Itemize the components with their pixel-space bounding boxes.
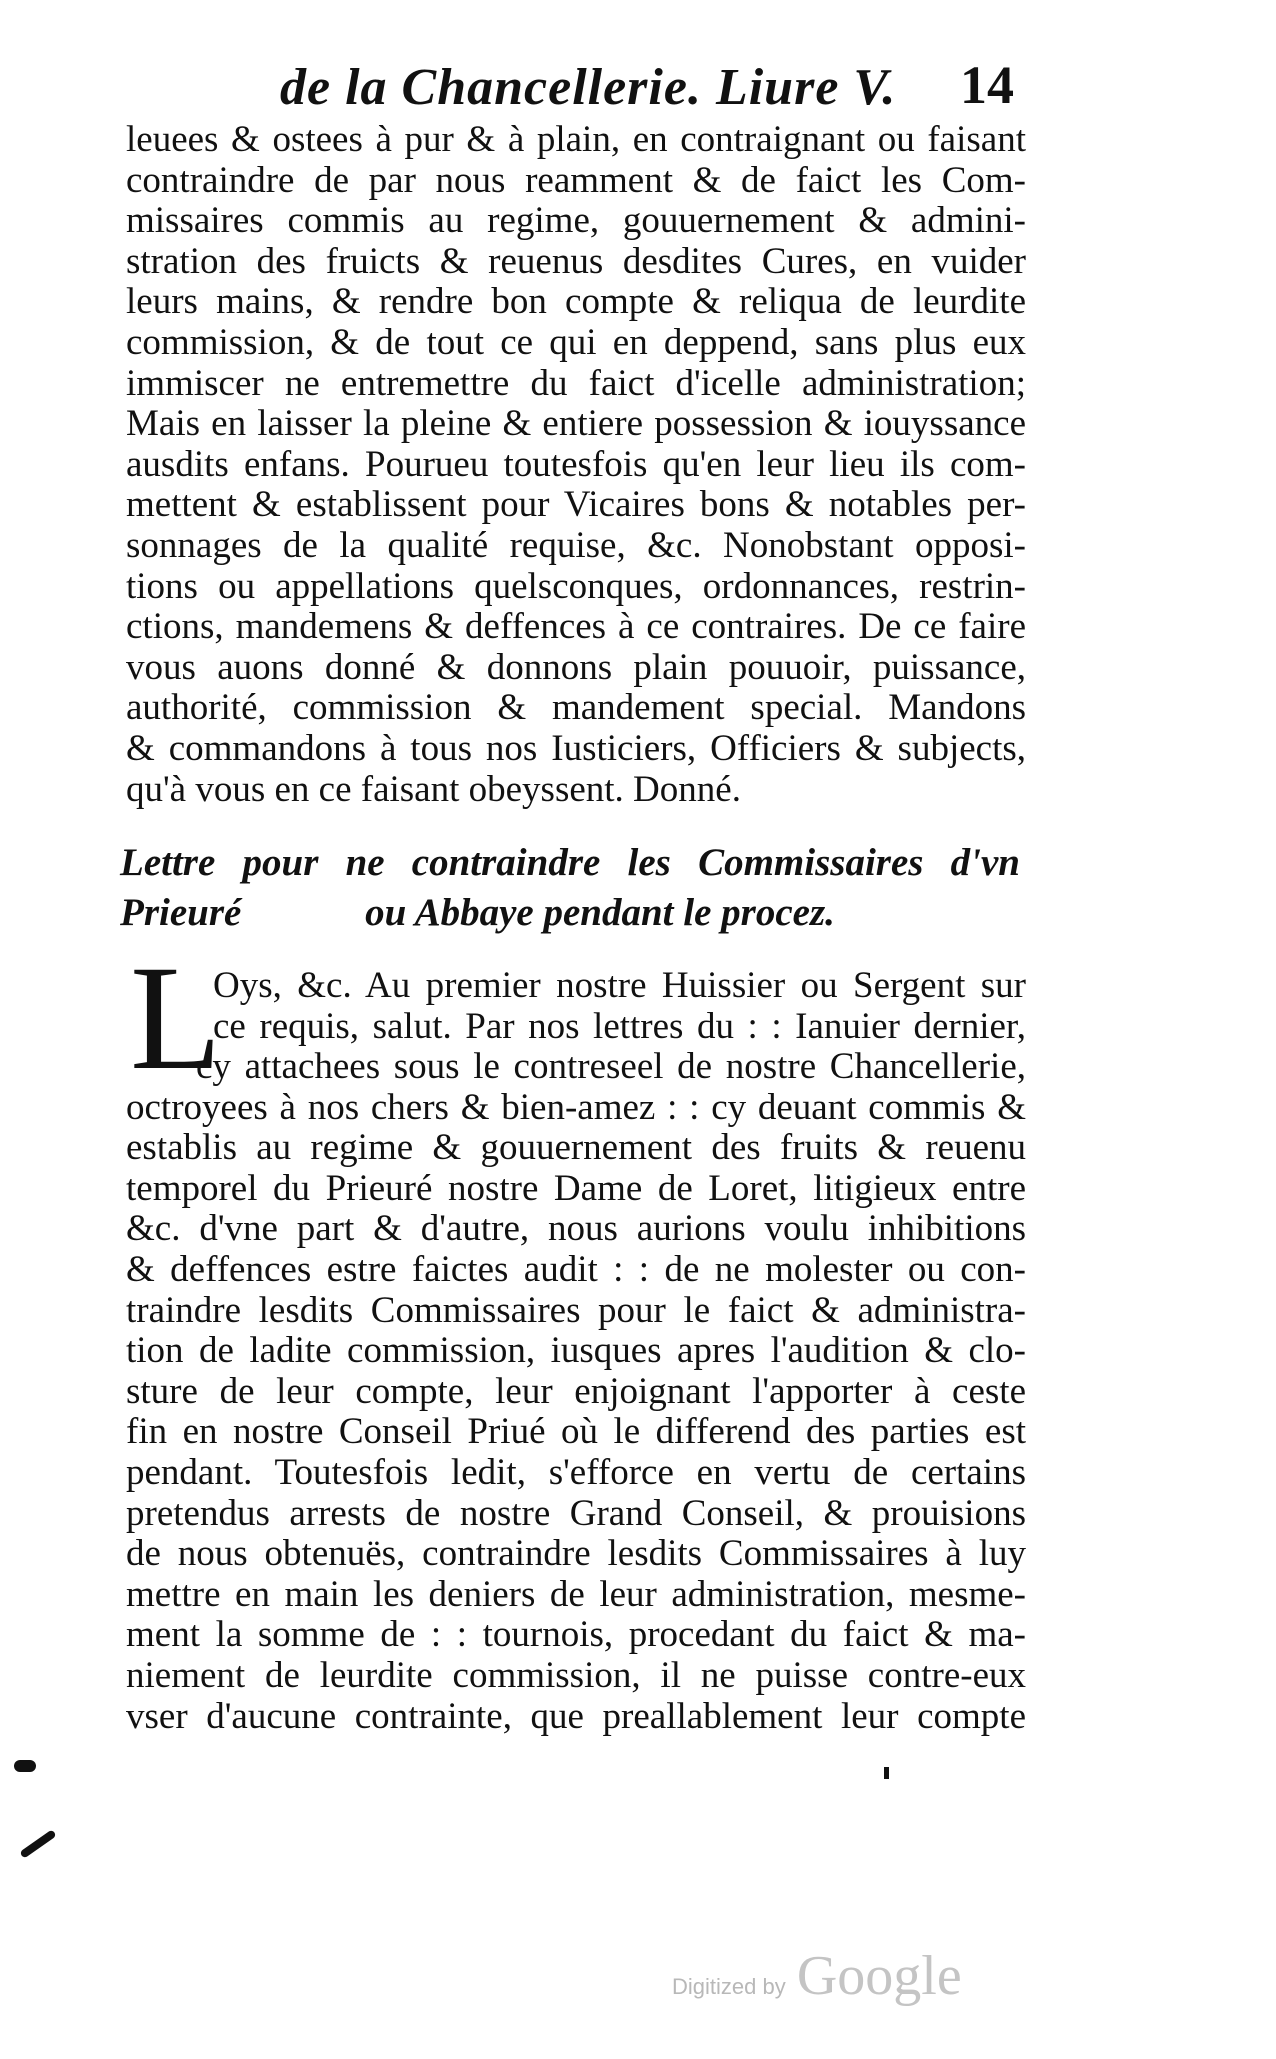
text-line: leurs mains, & rendre bon compte & reliqua de leurdite: [126, 282, 1026, 323]
text-line: authorité, commission & mandement special. Mandons: [126, 688, 1026, 729]
text-line: tions ou appellations quelsconques, ordonnances, restrin-: [126, 566, 1026, 607]
section-heading-line-1: Lettre pour ne contraindre les Commissaires d'vn Prieuré: [120, 841, 1020, 934]
text-line: establis au regime & gouuernement des fruits & reuenu: [126, 1128, 1026, 1169]
text-line: contraindre de par nous reamment & de faict les Com-: [126, 160, 1026, 201]
text-line: leuees & ostees à pur & à plain, en contraignant ou faisant: [126, 120, 1026, 160]
text-line: vous auons donné & donnons plain pouuoir, puissance,: [126, 647, 1026, 688]
drop-cap: L: [130, 935, 222, 1101]
text-line: &c. d'vne part & d'autre, nous aurions voulu inhibitions: [126, 1209, 1026, 1250]
text-line: de nous obtenuës, contraindre lesdits Commissaires à luy: [126, 1534, 1026, 1575]
text-line: ausdits enfans. Pourueu toutesfois qu'en leur lieu ils com-: [126, 444, 1026, 485]
ink-speck: [884, 1767, 889, 1779]
text-line: Mais en laisser la pleine & entiere possession & iouyssance: [126, 404, 1026, 445]
text-line: tion de ladite commission, iusques apres l'audition & clo-: [126, 1331, 1026, 1372]
digitization-watermark: [672, 1944, 962, 2008]
text-line: Oys, &c. Au premier nostre Huissier ou Sergent sur: [213, 966, 1026, 1006]
text-line: stration des fruicts & reuenus desdites Cures, en vuider: [126, 241, 1026, 282]
page-number: 14: [960, 55, 1014, 115]
paragraph-2-opening: [213, 966, 1026, 1047]
text-line: fin en nostre Conseil Priué où le differend des parties est: [126, 1412, 1026, 1453]
text-line: octroyees à nos chers & bien-amez : : cy deuant commis &: [126, 1087, 1026, 1128]
ink-speck: [14, 1760, 36, 1772]
text-line: ment la somme de : : tournois, procedant du faict & ma-: [126, 1615, 1026, 1656]
watermark-brand-logo: Google: [796, 1945, 962, 2007]
text-line: traindre lesdits Commissaires pour le faict & administra-: [126, 1290, 1026, 1331]
section-heading-line-2: ou Abbaye pendant le procez.: [365, 891, 835, 934]
text-line: immiscer ne entremettre du faict d'icelle administration;: [126, 363, 1026, 404]
text-line: & commandons à tous nos Iusticiers, Officiers & subjects,: [126, 728, 1026, 769]
text-line: & deffences estre faictes audit : : de ne molester ou con-: [126, 1249, 1026, 1290]
text-line: cy attachees sous le contreseel de nostre Chancellerie,: [196, 1047, 1026, 1087]
text-line: pretendus arrests de nostre Grand Conseil, & prouisions: [126, 1493, 1026, 1534]
text-line: pendant. Toutesfois ledit, s'efforce en vertu de certains: [126, 1452, 1026, 1493]
text-line: ce requis, salut. Par nos lettres du : : Ianuier dernier,: [213, 1006, 1026, 1047]
text-line: vser d'aucune contrainte, que preallablement leur compte: [126, 1696, 1026, 1737]
text-line: niement de leurdite commission, il ne puisse contre-eux: [126, 1655, 1026, 1696]
text-line: mettent & establissent pour Vicaires bons & notables per-: [126, 485, 1026, 526]
watermark-prefix: Digitized by: [672, 1974, 786, 1999]
paragraph-1: [126, 120, 1026, 810]
text-line: qu'à vous en ce faisant obeyssent. Donné.: [126, 769, 741, 810]
text-line: sture de leur compte, leur enjoignant l'apporter à ceste: [126, 1371, 1026, 1412]
text-line: mettre en main les deniers de leur administration, mesme-: [126, 1574, 1026, 1615]
text-line: commission, & de tout ce qui en deppend, sans plus eux: [126, 322, 1026, 363]
text-line: ctions, mandemens & deffences à ce contraires. De ce faire: [126, 607, 1026, 648]
paragraph-2: [126, 1047, 1026, 1737]
text-line: sonnages de la qualité requise, &c. Nonobstant opposi-: [126, 525, 1026, 566]
text-line: missaires commis au regime, gouuernement & admini-: [126, 201, 1026, 242]
running-head: de la Chancellerie. Liure V.: [280, 59, 897, 116]
ink-speck: [19, 1829, 56, 1858]
text-line: temporel du Prieuré nostre Dame de Loret, litigieux entre: [126, 1168, 1026, 1209]
